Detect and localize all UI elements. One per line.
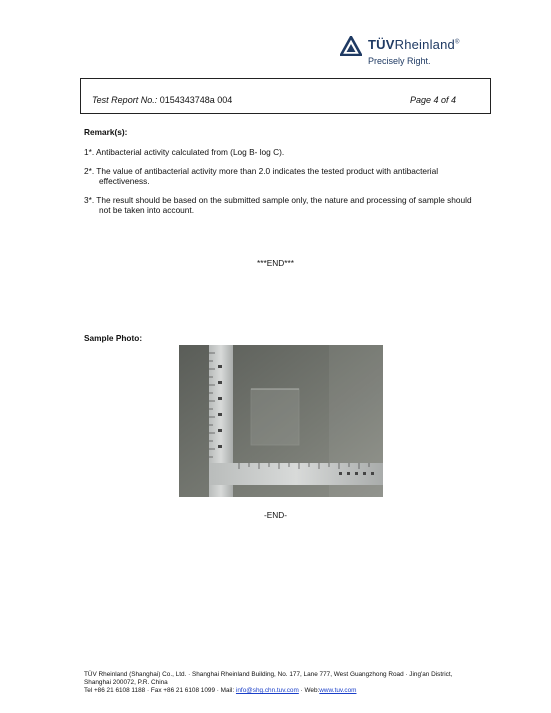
remarks-title: Remark(s): xyxy=(84,127,128,137)
sample-photo-title: Sample Photo: xyxy=(84,333,143,343)
logo-brand-name: TÜVRheinland® xyxy=(368,37,460,52)
sample-photo xyxy=(179,345,383,497)
footer-mail-link[interactable]: info@shg.chn.tuv.com xyxy=(235,687,299,695)
tuv-rheinland-logo xyxy=(340,34,480,74)
end-marker: ***END*** xyxy=(257,258,294,268)
logo-tagline: Precisely Right. xyxy=(368,56,431,66)
sample-photo-image xyxy=(179,345,383,497)
report-number-label: Test Report No.: xyxy=(92,95,158,105)
footer-company-address: TÜV Rheinland (Shanghai) Co., Ltd. · Shanghai Rheinland Building, No. 177, Lane 777, West Guangzhong Road · Jing'an District, xyxy=(84,671,453,678)
remark-item-2: 2*. The value of antibacterial activity more than 2.0 indicates the tested product with antibacterial xyxy=(84,166,439,176)
remark-item-1: 1*. Antibacterial activity calculated from (Log B- log C). xyxy=(84,147,285,157)
remark-item-2-cont: effectiveness. xyxy=(99,176,150,186)
tuv-triangle-icon xyxy=(340,36,362,56)
footer-city: Shanghai 200072, P.R. China xyxy=(84,679,168,687)
footer-contact-line: Tel +86 21 6108 1188 · Fax +86 21 6108 1099 · Mail: info@shg.chn.tuv.com · Web:www.tuv.com xyxy=(84,687,357,695)
remark-item-3-cont: not be taken into account. xyxy=(99,205,195,215)
report-header xyxy=(80,78,491,114)
report-number-line xyxy=(92,95,232,105)
end-marker-2: -END- xyxy=(263,510,288,520)
page-footer xyxy=(84,671,504,696)
page-indicator: Page 4 of 4 xyxy=(409,95,456,105)
report-number: 0154343748a 004 xyxy=(159,95,233,105)
footer-web-link[interactable]: www.tuv.com xyxy=(319,687,357,695)
remark-item-3: 3*. The result should be based on the submitted sample only, the nature and processing of sample should xyxy=(84,195,472,205)
